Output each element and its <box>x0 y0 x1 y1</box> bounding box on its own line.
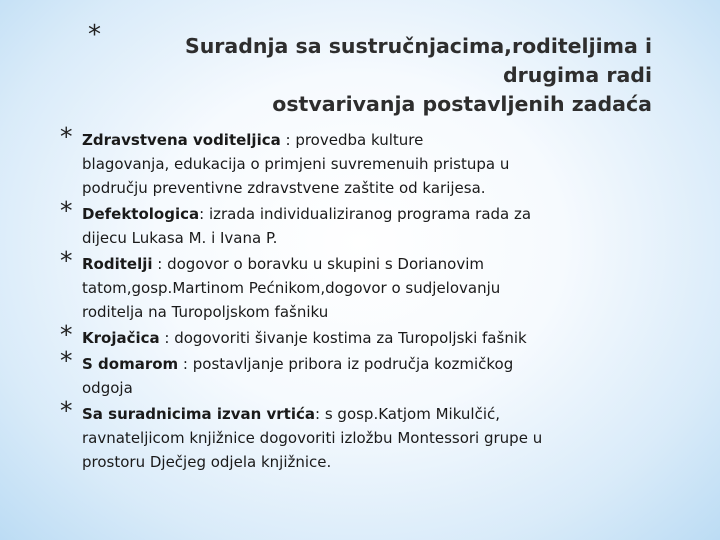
bullet-star: * <box>60 246 73 275</box>
bullet-star: * <box>60 196 73 225</box>
item-text-line: prostoru Dječjeg odjela knjižnice. <box>82 453 332 471</box>
item-text: : provedba kulture <box>280 131 424 149</box>
item-text-line: blagovanja, edukacija o primjeni suvremenuih pristupa u <box>82 155 510 173</box>
list-item <box>60 320 660 350</box>
item-text-line: području preventivne zdravstvene zaštite od karijesa. <box>82 179 486 197</box>
item-text-line: roditelja na Turopoljskom fašniku <box>82 303 329 321</box>
item-text-line: dijecu Lukasa M. i Ivana P. <box>82 229 278 247</box>
bullet-star: * <box>60 396 73 425</box>
item-heading: Krojačica <box>82 329 160 347</box>
item-text-line: tatom,gosp.Martinom Pećnikom,dogovor o sudjelovanju <box>82 279 501 297</box>
item-heading: Defektologica <box>82 205 200 223</box>
bullet-list <box>60 122 660 476</box>
title-bullet: * <box>88 20 101 50</box>
list-item <box>60 196 660 250</box>
slide-title-line2: ostvarivanja postavljenih zadaća <box>272 92 652 116</box>
item-text: : dogovor o boravku u skupini s Dorianovim <box>152 255 485 273</box>
item-text: : dogovoriti šivanje kostima za Turopoljski fašnik <box>159 329 527 347</box>
item-heading: Zdravstvena voditeljica <box>82 131 281 149</box>
item-text-line: ravnateljicom knjižnice dogovoriti izložbu Montessori grupe u <box>82 429 543 447</box>
list-item <box>60 396 660 474</box>
item-heading: Sa suradnicima izvan vrtića <box>82 405 316 423</box>
item-text: : izrada individualiziranog programa rada za <box>199 205 532 223</box>
item-text-line: odgoja <box>82 379 133 397</box>
slide-title <box>112 32 652 119</box>
list-item <box>60 346 660 400</box>
item-heading: S domarom <box>82 355 179 373</box>
item-text: : s gosp.Katjom Mikulčić, <box>315 405 501 423</box>
item-heading: Roditelji <box>82 255 153 273</box>
slide-title-line1: Suradnja sa sustručnjacima,roditeljima i drugima radi <box>184 34 652 87</box>
list-item <box>60 122 660 200</box>
bullet-star: * <box>60 122 73 151</box>
bullet-star: * <box>60 346 73 375</box>
list-item <box>60 246 660 324</box>
bullet-star: * <box>60 320 73 349</box>
item-text: : postavljanje pribora iz područja kozmičkog <box>178 355 514 373</box>
